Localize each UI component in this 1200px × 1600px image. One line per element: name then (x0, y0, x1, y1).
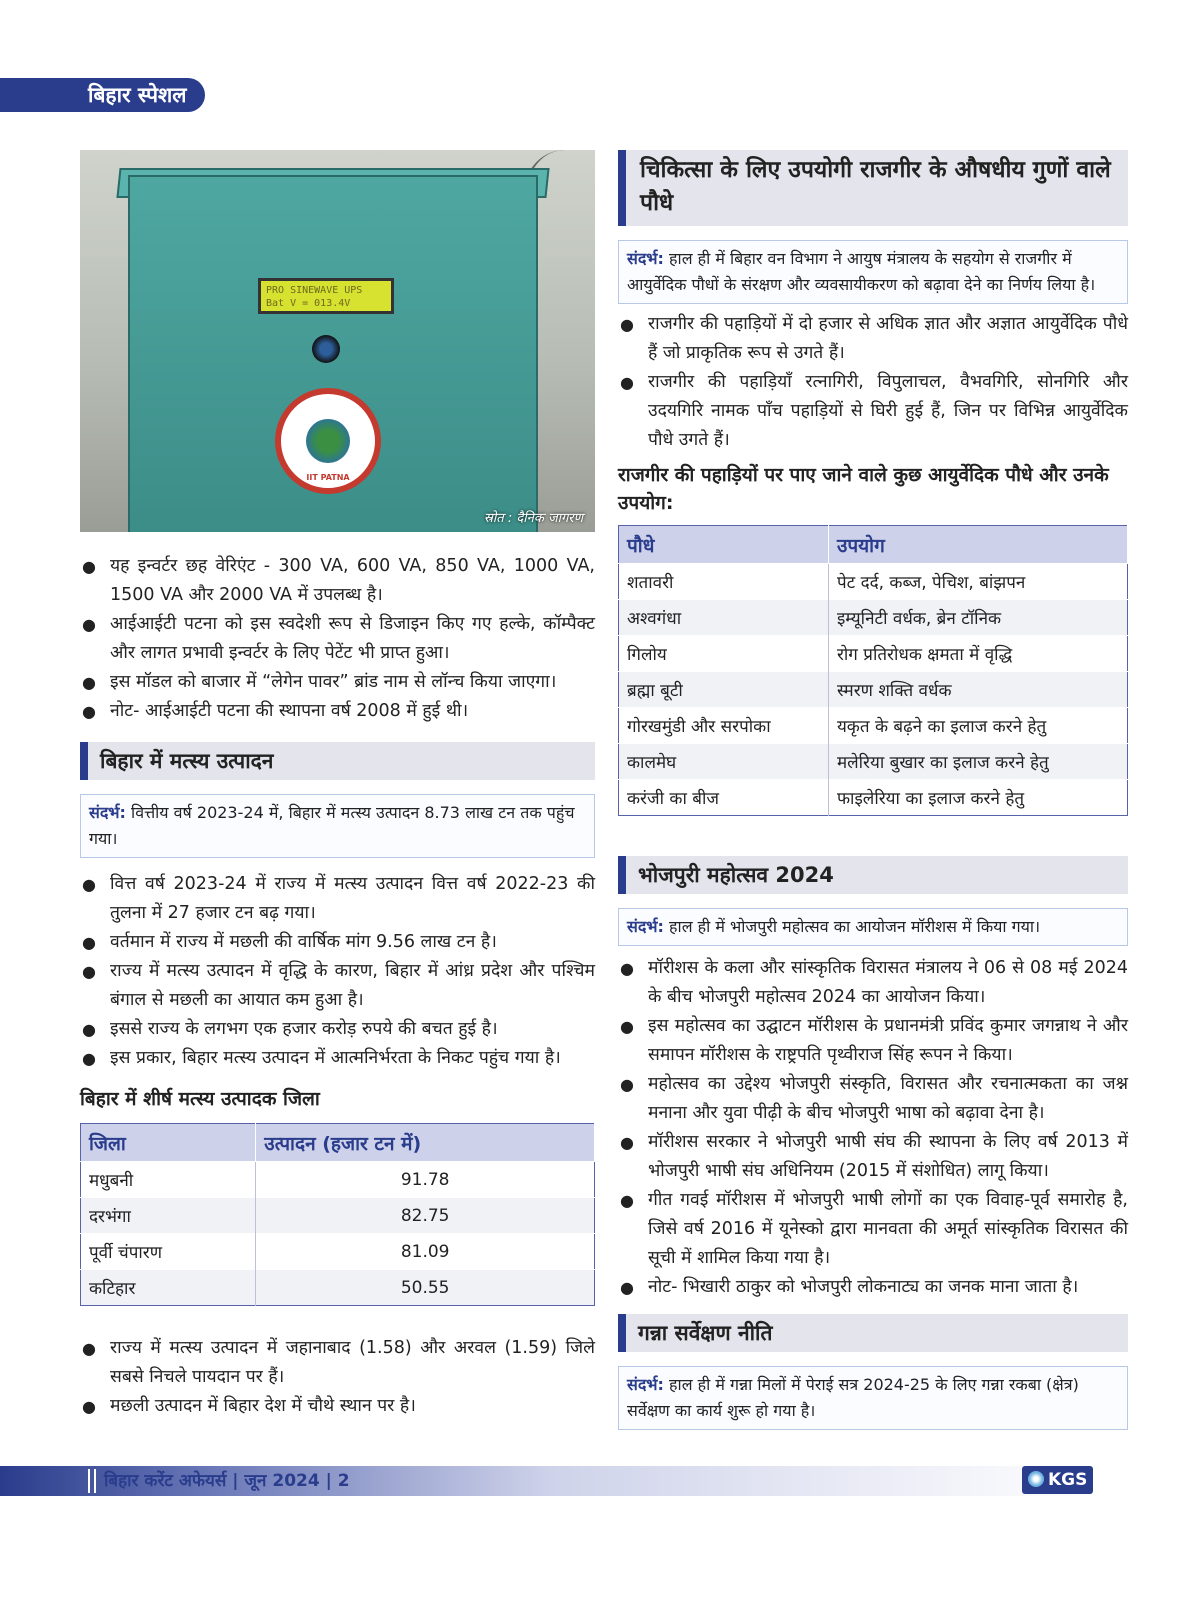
table-row (619, 672, 1128, 708)
table-row (81, 1234, 595, 1270)
table-row (619, 744, 1128, 780)
table-cell: फाइलेरिया का इलाज करने हेतु (828, 780, 1127, 816)
table-cell: गिलोय (619, 636, 829, 672)
bullet-item: ● इस मॉडल को बाजार में “लेगेन पावर” ब्रांड नाम से लॉन्च किया जाएगा। (80, 668, 595, 697)
table-cell: करंजी का बीज (619, 780, 829, 816)
column-header: उपयोग (828, 526, 1127, 564)
footer-text: बिहार करेंट अफेयर्स | जून 2024 | 2 (104, 1471, 350, 1491)
ref-label: संदर्भ: (627, 1375, 664, 1394)
rajgir-table (618, 525, 1128, 816)
photo-source: स्रोत : दैनिक जागरण (484, 511, 583, 526)
table-header-row (81, 1124, 595, 1162)
table-cell: 50.55 (256, 1270, 595, 1306)
fish-bullets (80, 870, 595, 1073)
sugarcane-heading: गन्ना सर्वेक्षण नीति (618, 1314, 1128, 1352)
table-row (81, 1270, 595, 1306)
fish-reference (80, 794, 595, 858)
fish-table (80, 1123, 595, 1306)
table-cell: अश्वगंधा (619, 600, 829, 636)
lcd-line-2: Bat V = 013.4V (266, 298, 351, 309)
seal-text: IIT PATNA (306, 473, 350, 482)
bullet-item: ● इस प्रकार, बिहार मत्स्य उत्पादन में आत्मनिर्भरता के निकट पहुंच गया है। (80, 1044, 595, 1073)
bullet-item: ● महोत्सव का उद्देश्य भोजपुरी संस्कृति, विरासत और रचनात्मकता का जश्न मनाना और युवा पीढ़ी के बीच भोजपुरी भाषा को बढ़ावा देना है। (618, 1070, 1128, 1128)
ref-text: वित्तीय वर्ष 2023-24 में, बिहार में मत्स्य उत्पादन 8.73 लाख टन तक पहुंच गया। (89, 803, 575, 848)
table-cell: कटिहार (81, 1270, 256, 1306)
table-row (81, 1162, 595, 1198)
table-cell: दरभंगा (81, 1198, 256, 1234)
table-cell: कालमेघ (619, 744, 829, 780)
bullet-item: ● नोट- भिखारी ठाकुर को भोजपुरी लोकनाट्य का जनक माना जाता है। (618, 1273, 1128, 1302)
bullet-item: ● इस महोत्सव का उद्घाटन मॉरीशस के प्रधानमंत्री प्रविंद कुमार जगन्नाथ ने और समापन मॉरीशस के राष्ट्रपति पृथ्वीराज सिंह रूपन ने किया। (618, 1012, 1128, 1070)
globe-icon (1028, 1471, 1044, 1487)
table-row (81, 1198, 595, 1234)
bhojpuri-heading: भोजपुरी महोत्सव 2024 (618, 856, 1128, 894)
ref-text: हाल ही में बिहार वन विभाग ने आयुष मंत्रालय के सहयोग से राजगीर में आयुर्वेदिक पौधों के संरक्षण और व्यवसायीकरण को बढ़ावा देने का निर्णय लिया है। (627, 249, 1096, 294)
table-row (619, 708, 1128, 744)
column-header: उत्पादन (हजार टन में) (256, 1124, 595, 1162)
ref-label: संदर्भ: (627, 249, 664, 268)
rajgir-heading: चिकित्सा के लिए उपयोगी राजगीर के औषधीय गुणों वाले पौधे (618, 150, 1128, 226)
bullet-item: ● नोट- आईआईटी पटना की स्थापना वर्ष 2008 में हुई थी। (80, 697, 595, 726)
rajgir-reference (618, 240, 1128, 304)
bullet-item: ● मॉरीशस के कला और सांस्कृतिक विरासत मंत्रालय ने 06 से 08 मई 2024 के बीच भोजपुरी महोत्सव 2024 का आयोजन किया। (618, 954, 1128, 1012)
table-cell: 91.78 (256, 1162, 595, 1198)
table-cell: स्मरण शक्ति वर्धक (828, 672, 1127, 708)
ref-label: संदर्भ: (89, 803, 126, 822)
bullet-item: ● यह इन्वर्टर छह वेरिएंट - 300 VA, 600 VA, 850 VA, 1000 VA, 1500 VA और 2000 VA में उपलब्ध है। (80, 552, 595, 610)
table-cell: 82.75 (256, 1198, 595, 1234)
bullet-item: ● आईआईटी पटना को इस स्वदेशी रूप से डिजाइन किए गए हल्के, कॉम्पैक्ट और लागत प्रभावी इन्वर्टर के लिए पेटेंट भी प्राप्त हुआ। (80, 610, 595, 668)
table-cell: मलेरिया बुखार का इलाज करने हेतु (828, 744, 1127, 780)
bullet-item: ● वर्तमान में राज्य में मछली की वार्षिक मांग 9.56 लाख टन है। (80, 928, 595, 957)
ref-text: हाल ही में भोजपुरी महोत्सव का आयोजन मॉरीशस में किया गया। (663, 917, 1041, 936)
table-row (619, 600, 1128, 636)
bhojpuri-bullets (618, 954, 1128, 1302)
inverter-photo (80, 150, 595, 532)
table-row (619, 780, 1128, 816)
fish-heading: बिहार में मत्स्य उत्पादन (80, 742, 595, 780)
bullet-item: ● राजगीर की पहाड़ियाँ रत्नागिरी, विपुलाचल, वैभवगिरि, सोनगिरि और उदयगिरि नामक पाँच पहाड़ियों से घिरी हुई हैं, जिन पर विभिन्न आयुर्वेदिक पौधे उगते हैं। (618, 368, 1128, 455)
lcd-display (258, 278, 394, 314)
bullet-item: ● मछली उत्पादन में बिहार देश में चौथे स्थान पर है। (80, 1392, 595, 1421)
bullet-item: ● इससे राज्य के लगभग एक हजार करोड़ रुपये की बचत हुई है। (80, 1015, 595, 1044)
fish-bullets-after (80, 1334, 595, 1421)
table-cell: यकृत के बढ़ने का इलाज करने हेतु (828, 708, 1127, 744)
table-cell: पूर्वी चंपारण (81, 1234, 256, 1270)
section-tab: बिहार स्पेशल (0, 78, 205, 112)
table-cell: शतावरी (619, 564, 829, 600)
ref-text: हाल ही में गन्ना मिलों में पेराई सत्र 2024-25 के लिए गन्ना रकबा (क्षेत्र) सर्वेक्षण का कार्य शुरू हो गया है। (627, 1375, 1079, 1420)
bhojpuri-reference (618, 908, 1128, 946)
bullet-item: ● वित्त वर्ष 2023-24 में राज्य में मत्स्य उत्पादन वित्त वर्ष 2022-23 की तुलना में 27 हजार टन बढ़ गया। (80, 870, 595, 928)
table-row (619, 564, 1128, 600)
bullet-item: ● गीत गवई मॉरीशस में भोजपुरी भाषी लोगों का एक विवाह-पूर्व समारोह है, जिसे वर्ष 2016 में यूनेस्को द्वारा मानवता की अमूर्त सांस्कृतिक विरासत की सूची में शामिल किया गया है। (618, 1186, 1128, 1273)
bullet-item: ● राजगीर की पहाड़ियों में दो हजार से अधिक ज्ञात और अज्ञात आयुर्वेदिक पौधे हैं जो प्राकृतिक रूप से उगते हैं। (618, 310, 1128, 368)
table-cell: इम्यूनिटी वर्धक, ब्रेन टॉनिक (828, 600, 1127, 636)
fish-table-title: बिहार में शीर्ष मत्स्य उत्पादक जिला (80, 1088, 320, 1110)
bullet-item: ● राज्य में मत्स्य उत्पादन में जहानाबाद (1.58) और अरवल (1.59) जिले सबसे निचले पायदान पर हैं। (80, 1334, 595, 1392)
table-cell: रोग प्रतिरोधक क्षमता में वृद्धि (828, 636, 1127, 672)
table-row (619, 636, 1128, 672)
bullet-item: ● मॉरीशस सरकार ने भोजपुरी भाषी संघ की स्थापना के लिए वर्ष 2013 में भोजपुरी भाषी संघ अधिनियम (2015 में संशोधित) लागू किया। (618, 1128, 1128, 1186)
seal-globe (306, 419, 350, 463)
table-cell: मधुबनी (81, 1162, 256, 1198)
kgs-logo (1022, 1466, 1093, 1494)
table-cell: पेट दर्द, कब्ज, पेचिश, बांझपन (828, 564, 1127, 600)
left-column (80, 150, 595, 1421)
column-header: जिला (81, 1124, 256, 1162)
power-knob-icon (312, 335, 340, 363)
table-cell: ब्रह्मा बूटी (619, 672, 829, 708)
rajgir-table-title: राजगीर की पहाड़ियों पर पाए जाने वाले कुछ आयुर्वेदिक पौधे और उनके उपयोग: (618, 464, 1109, 514)
logo-text: KGS (1048, 1470, 1088, 1490)
table-cell: 81.09 (256, 1234, 595, 1270)
column-header: पौधे (619, 526, 829, 564)
footer-bar (0, 1466, 1105, 1496)
footer-divider (88, 1469, 96, 1493)
bullet-item: ● राज्य में मत्स्य उत्पादन में वृद्धि के कारण, बिहार में आंध्र प्रदेश और पश्चिम बंगाल से मछली का आयात कम हुआ है। (80, 957, 595, 1015)
rajgir-bullets (618, 310, 1128, 455)
lcd-line-1: PRO SINEWAVE UPS (266, 285, 363, 296)
sugarcane-reference (618, 1366, 1128, 1430)
right-column (618, 150, 1128, 1430)
inverter-bullets (80, 552, 595, 726)
ref-label: संदर्भ: (627, 917, 664, 936)
table-header-row (619, 526, 1128, 564)
table-cell: गोरखमुंडी और सरपोका (619, 708, 829, 744)
iit-seal-icon (275, 388, 381, 494)
